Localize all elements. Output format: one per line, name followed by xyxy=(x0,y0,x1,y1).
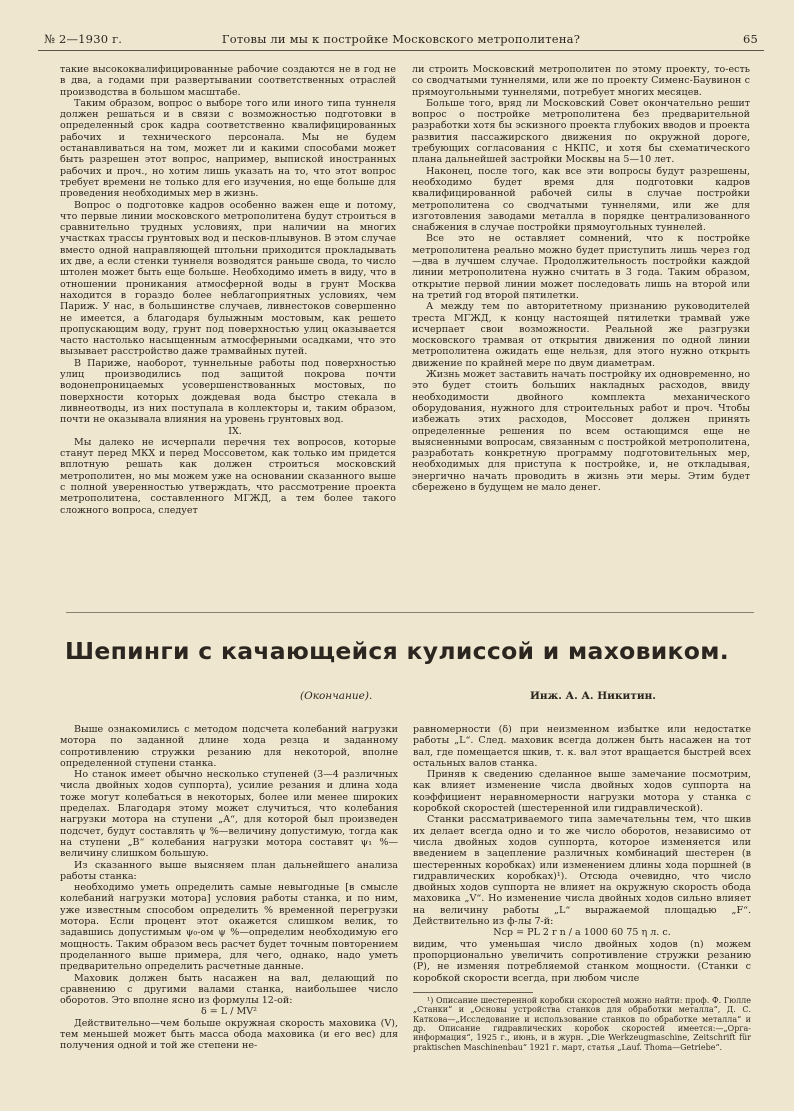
paragraph: Выше ознакомились с методом подсчета колебаний нагрузки мотора по заданной длине хода резца и заданному сопротивлению стружки резанию для некоторой, вполне определенной ступени станка. xyxy=(60,724,398,769)
article-title: Шепинги с качающейся кулиссой и маховиком. xyxy=(65,637,729,665)
paragraph: Приняв к сведению сделанное выше замечание посмотрим, как влияет изменение числа двойных ходов суппорта на коэффициент неравномерности нагрузки мотора у станка с коробкой скоростей (шестеренной или гидравлической). xyxy=(413,769,751,815)
running-title: Готовы ли мы к постройке Московского метрополитена? xyxy=(221,32,581,46)
footnote-rule xyxy=(413,992,533,993)
column-bottom-left xyxy=(60,724,398,1052)
paragraph: Жизнь может заставить начать постройку их одновременно, но это будет стоить больших накладных расходов, ввиду необходимости двойного комплекта механического оборудования, нужного для строительных работ и проч. Чтобы избежать этих расходов, Моссовет должен принять определенные решения по всем остающимся еще не выясненными вопросам, связанным с постройкой метрополитена, разработать конкретную программу подготовительных мер, необходимых для приступа к постройке, и, не откладывая, энергично начать проводить в жизнь эти меры. Этим будет сбережено в будущем не мало денег. xyxy=(412,369,750,493)
running-header xyxy=(38,28,764,51)
article-continuation: (Окончание). xyxy=(300,690,373,702)
paragraph: Вопрос о подготовке кадров особенно важен еще и потому, что первые линии московского метрополитена будут строиться в сравнительно трудных условиях, при наличии на многих участках трассы грунтовых вод и песков-плывунов. В этом случае вместо одной направляющей штольни приходится прокладывать их две, а если стенки туннеля возводятся раньше свода, то число штолен может быть еще больше. Необходимо иметь в виду, что в отношении проникания атмосферной воды в грунт Москва находится в гораздо более неблагоприятных условиях, чем Париж. У нас, в большинстве случаев, ливнестоков совершенно не имеется, а благодаря булыжным мостовым, как решето пропускающим воду, грунт под поверхностью улиц оказывается часто настолько насыщенным атмосферными осадками, что это вызывает расстройство даже трамвайных путей. xyxy=(60,199,396,358)
paragraph: Все это не оставляет сомнений, что к постройке метрополитена реально можно будет приступить лишь через год—два в лучшем случае. Продолжительность постройки каждой линии метрополитена нужно считать в 3 года. Таким образом, открытие первой линии может последовать лишь на второй или на третий год второй пятилетки. xyxy=(412,233,750,301)
page-number: 65 xyxy=(742,32,758,46)
paragraph: Таким образом, вопрос о выборе того или иного типа туннеля должен решаться и в связи с возможностью подготовки в определенный срок кадра соответственно квалифицированных рабочих и технического персонала. Мы не будем останавливаться на том, может ли и какими способами может быть разрешен этот вопрос, например, выпиской иностранных рабочих и проч., но хотим лишь указать на то, что этот вопрос требует времени не только для его изучения, но еще больше для проведения необходимых мер в жизнь. xyxy=(60,97,396,200)
article-author: Инж. А. А. Никитин. xyxy=(530,690,656,702)
column-bottom-right xyxy=(413,724,751,1052)
column-top-left xyxy=(60,64,396,516)
paragraph: Из сказанного выше выясняем план дальнейшего анализа работы станка: xyxy=(60,859,398,882)
formula-12: δ = L / MV² xyxy=(201,1006,257,1018)
column-top-right xyxy=(412,64,750,493)
paragraph: А между тем по авторитетному признанию руководителей треста МГЖД, к концу настоящей пятилетки трамвай уже исчерпает свои возможности. Реальной же разгрузки московского трамвая от открытия движения по одной линии метрополитена ожидать еще нельзя, для этого нужно открыть движение по крайней мере по двум диаметрам. xyxy=(412,301,750,369)
footnote: ¹) Описание шестеренной коробки скоростей можно найти: проф. Ф. Гюлле „Станки“ и „Основы устройства станков для обработки металла“, Д. С. Каткова—„Исследование и использование станков по обработке металла“ и др. Описание гидравлических коробок скоростей имеется:—„Орга-информация“, 1925 г., июнь, и в журн. „Die Werkzeugmaschine, Zeitschrift für praktischen Maschinenbau“ 1921 г. март, статья „Lauf. Thoma—Getriebe“. xyxy=(413,995,751,1052)
paragraph: Маховик должен быть насажен на вал, делающий по сравнению с другими валами станка, наибольшее число оборотов. Это вполне ясно из формулы 12-ой: xyxy=(60,972,398,1007)
paragraph: Мы далеко не исчерпали перечня тех вопросов, которые станут перед МКХ и перед Моссоветом, как только им придется вплотную решать как должен строиться московский метрополитен, но мы можем уже на основании сказанного выше с полной уверенностью утверждать, что рассмотрение проекта метрополитена, составленного МГЖД, а тем более такого сложного вопроса, следует xyxy=(60,436,396,516)
paragraph: Но станок имеет обычно несколько ступеней (3—4 различных числа двойных ходов суппорта), усилие резания и длина хода тоже могут колебаться в некоторых, более или менее широких пределах. Благодаря этому может случиться, что колебания нагрузки мотора на ступени „A“, для которой был произведен подсчет, будут составлять ψ %—величину допустимую, тогда как на ступени „B“ колебания нагрузки мотора составят ψ₁ %—величину слишком большую. xyxy=(60,769,398,860)
article-separator xyxy=(66,612,754,613)
paragraph: Действительно—чем больше окружная скорость маховика (V), тем меньшей может быть масса обода маховика (и его вес) для получения одной и той же степени не- xyxy=(60,1017,398,1052)
formula-7: Nср = PL 2 r n / a 1000 60 75 η л. с. xyxy=(493,927,671,939)
paragraph: такие высококвалифицированные рабочие создаются не в год не в два, а годами при развертывании соответственных отраслей производства в большом масштабе. xyxy=(60,64,396,98)
paragraph: Наконец, после того, как все эти вопросы будут разрешены, необходимо будет время для подготовки кадров квалифицированной рабочей силы в случае постройки метрополитена со сводчатыми туннелями, или же для изготовления заводами металла в порядке централизованного снабжения в случае постройки прямоугольных туннелей. xyxy=(412,165,750,234)
paragraph: равномерности (δ) при неизменном избытке или недостатке работы „L“. След. маховик всегда должен быть насажен на тот вал, где помещается шкив, т. к. вал этот вращается быстрей всех остальных валов станка. xyxy=(413,724,751,769)
paragraph: Станки рассматриваемого типа замечательны тем, что шкив их делает всегда одно и то же число оборотов, независимо от числа двойных ходов суппорта, которое изменяется или введением в зацепление различных комбинаций шестерен (в шестеренных коробках) или изменением длины хода поршней (в гидравлических коробках)¹). Отсюда очевидно, что число двойных ходов суппорта не влияет на окружную скорость обода маховика „V“. Но изменение числа двойных ходов сильно влияет на величину работы „L“ выражаемой площадью „F“. Действительно из ф-лы 7-й: xyxy=(413,814,751,928)
paragraph: Больше того, вряд ли Московский Совет окончательно решит вопрос о постройке метрополитена без предварительной разработки хотя бы эскизного проекта глубоких вводов и проекта развития пассажирского движения по окружной дороге, требующих согласования с НКПС, и хотя бы схематического плана дальнейшей застройки Москвы на 5—10 лет. xyxy=(412,97,750,166)
issue-number: № 2—1930 г. xyxy=(44,32,123,46)
paragraph: В Париже, наоборот, туннельные работы под поверхностью улиц производились под защитой покрова почти водонепроницаемых усовершенствованных мостовых, по поверхности которых дождевая вода быстро стекала в ливнеотводы, из них поступала в коллекторы и, таким образом, почти не оказывала влияния на уровень грунтовых вод. xyxy=(60,357,396,426)
section-heading: IX. xyxy=(228,425,242,437)
paragraph: необходимо уметь определить самые невыгодные [в смысле колебаний нагрузки мотора] условия работы станка, и по ним, уже известным способом определить % временной перегрузки мотора. Если процент этот окажется слишком велик, то задавшись допустимым ψ₀-ом ψ %—определим необходимую его мощность. Таким образом весь расчет будет точным повторением проделанного выше примера, для чего, однако, надо уметь предварительно определить расчетные данные. xyxy=(60,882,398,973)
paragraph: ли строить Московский метрополитен по этому проекту, то-есть со сводчатыми туннелями, или же по проекту Сименс-Баувинон с прямоугольными туннелями, потребует многих месяцев. xyxy=(412,64,750,98)
paragraph: видим, что уменьшая число двойных ходов (n) можем пропорционально увеличить сопротивление стружки резанию (P), не изменяя потребляемой станком мощности. (Станки с коробкой скорости всегда, при любом числе xyxy=(413,938,751,984)
